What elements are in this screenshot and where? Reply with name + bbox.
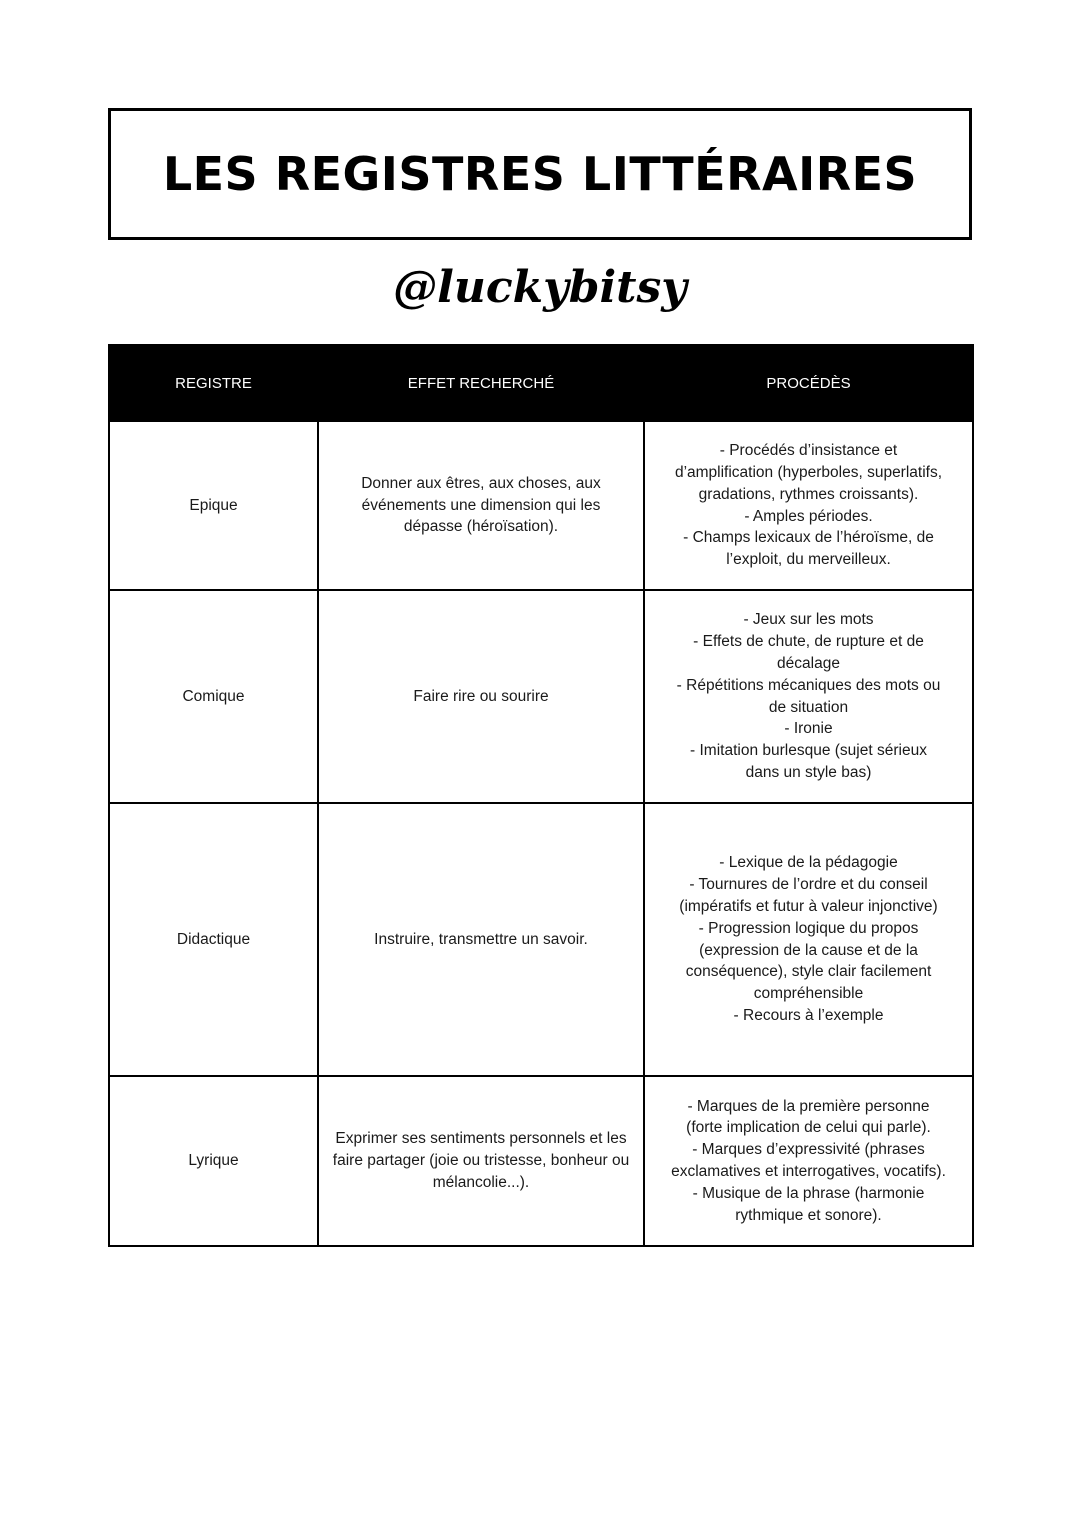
procede-line: exclamatives et interrogatives, vocatifs).: [671, 1163, 946, 1180]
procede-line: décalage: [777, 654, 840, 672]
cell-effet: Instruire, transmettre un savoir.: [318, 803, 644, 1076]
procede-line: d’amplification (hyperboles, superlatifs,: [674, 463, 943, 481]
header-procedes: PROCÉDÈS: [644, 345, 973, 421]
procede-line: - Lexique de la pédagogie: [719, 854, 898, 872]
procede-line: (forte implication de celui qui parle).: [686, 1119, 931, 1137]
procede-line: - Procédés d’insistance et: [719, 442, 898, 460]
procede-line: - Marques d’expressivité (phrases: [692, 1141, 925, 1159]
procede-line: de situation: [768, 698, 849, 716]
procede-line: conséquence), style clair facilement: [685, 963, 932, 981]
procede-line: - Musique de la phrase (harmonie: [692, 1184, 925, 1202]
cell-registre: Comique: [109, 590, 318, 803]
table-header: [109, 345, 973, 421]
procede-line: rythmique et sonore).: [735, 1206, 882, 1224]
cell-registre: Lyrique: [109, 1076, 318, 1246]
procede-line: gradations, rythmes croissants).: [698, 485, 919, 503]
procede-line: (impératifs et futur à valeur injonctive): [679, 897, 938, 915]
cell-procedes: [644, 421, 973, 590]
procede-line: - Tournures de l’ordre et du conseil: [689, 876, 928, 894]
procede-line: dans un style bas): [745, 763, 872, 781]
procede-line: - Progression logique du propos: [698, 919, 919, 937]
cell-effet: Donner aux êtres, aux choses, aux événements une dimension qui les dépasse (héroïsation).: [318, 421, 644, 590]
procede-line: - Ironie: [784, 720, 833, 738]
procede-line: - Marques de la première personne: [687, 1097, 930, 1115]
table-row: [109, 590, 973, 803]
procede-line: - Champs lexicaux de l’héroïsme, de: [683, 529, 934, 547]
cell-registre: Didactique: [109, 803, 318, 1076]
cell-registre: Epique: [109, 421, 318, 590]
procede-line: - Répétitions mécaniques des mots ou: [676, 676, 941, 694]
procede-line: compréhensible: [753, 985, 864, 1003]
cell-procedes: [644, 590, 973, 803]
author-handle: @luckybitsy: [393, 262, 687, 313]
procede-line: - Amples périodes.: [744, 507, 873, 525]
page-title: LES REGISTRES LITTÉRAIRES: [162, 147, 918, 201]
procede-line: - Jeux sur les mots: [743, 611, 874, 629]
registres-table: [108, 344, 974, 1247]
procede-line: - Recours à l’exemple: [733, 1006, 884, 1024]
cell-effet: Faire rire ou sourire: [318, 590, 644, 803]
table-row: [109, 803, 973, 1076]
procede-line: (expression de la cause et de la: [699, 941, 918, 959]
header-registre: REGISTRE: [109, 345, 318, 421]
cell-procedes: [644, 1076, 973, 1246]
cell-procedes: [644, 803, 973, 1076]
table-row: [109, 1076, 973, 1246]
header-effet: EFFET RECHERCHÉ: [318, 345, 644, 421]
cell-effet: Exprimer ses sentiments personnels et les faire partager (joie ou tristesse, bonheur ou mélancolie...).: [318, 1076, 644, 1246]
procede-line: - Imitation burlesque (sujet sérieux: [690, 742, 927, 760]
table-row: [109, 421, 973, 590]
title-box: [108, 108, 972, 240]
procede-line: - Effets de chute, de rupture et de: [693, 633, 924, 651]
procede-line: l’exploit, du merveilleux.: [726, 551, 891, 569]
